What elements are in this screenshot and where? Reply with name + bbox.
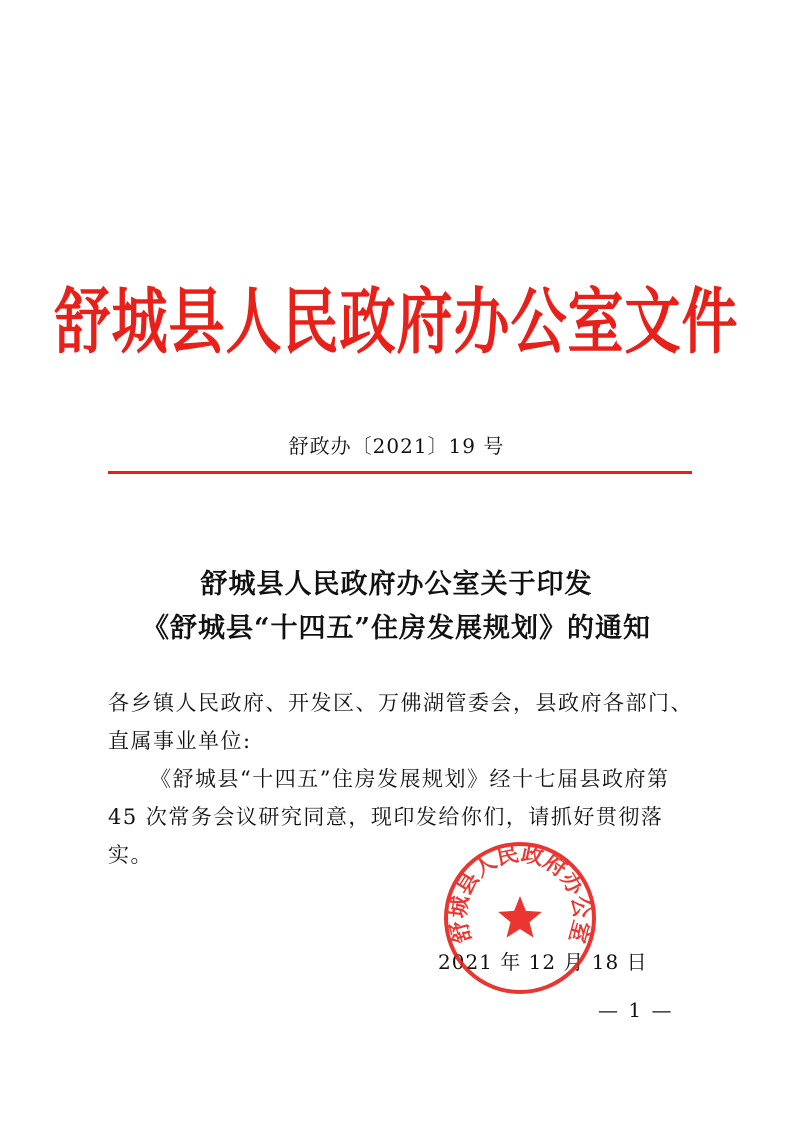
issue-date: 2021 年 12 月 18 日 — [438, 950, 648, 974]
addressee: 各乡镇人民政府、开发区、万佛湖管委会，县政府各部门、直属事业单位: — [108, 691, 693, 753]
seal-text-path: 舒城县人民政府办公室 — [445, 840, 595, 946]
body-paragraph: 《舒城县“十四五”住房发展规划》经十七届县政府第 45 次常务会议研究同意，现印发给你们，请抓好贯彻落实。 — [108, 767, 670, 867]
issuer-header: 舒城县人民政府办公室文件 — [54, 279, 739, 365]
star-icon — [498, 896, 542, 938]
notice-title — [0, 563, 793, 651]
document-number: 舒政办〔2021〕19 号 — [288, 434, 505, 458]
notice-title-line-2: 《舒城县“十四五”住房发展规划》的通知 — [141, 613, 652, 644]
page-number: — 1 — — [598, 998, 674, 1022]
official-seal — [440, 838, 600, 998]
red-divider-rule — [108, 471, 692, 474]
seal-text — [445, 841, 595, 947]
notice-title-line-1: 舒城县人民政府办公室关于印发 — [200, 569, 593, 600]
